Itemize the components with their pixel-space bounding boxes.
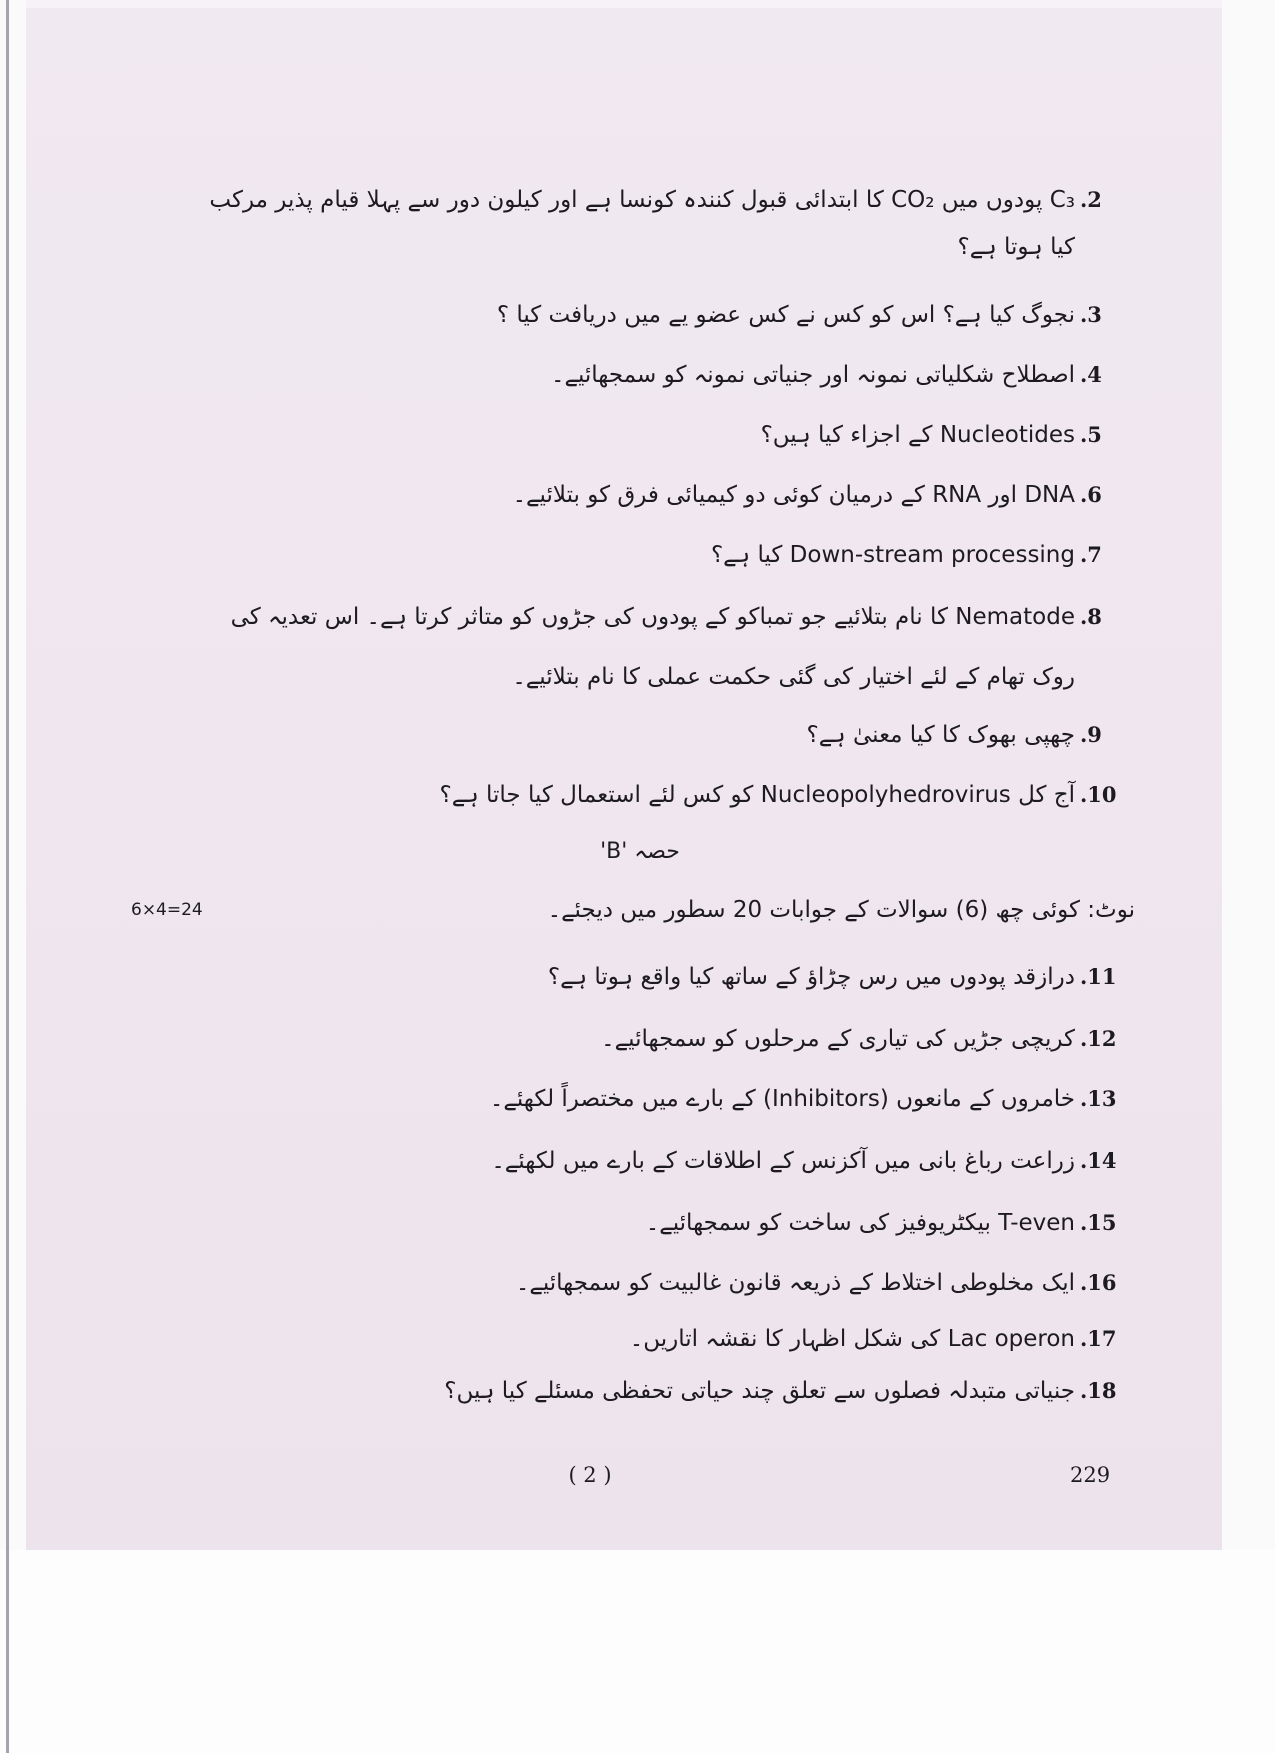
page-number: ( 2 ) <box>568 1463 612 1487</box>
question-number: .11 <box>1080 964 1117 989</box>
question-number: .17 <box>1080 1326 1117 1351</box>
question-number: .16 <box>1080 1270 1117 1295</box>
question-number: .12 <box>1080 1026 1117 1051</box>
question-number: .8 <box>1080 604 1102 629</box>
question-text: T-even بیکٹریوفیز کی ساخت کو سمجھائیے۔ <box>645 1210 1075 1236</box>
question-number: .10 <box>1080 782 1117 807</box>
question-text: DNA اور RNA کے درمیان کوئی دو کیمیائی فرق کو بتلائیے۔ <box>512 482 1075 508</box>
question-text: چھپی بھوک کا کیا معنیٰ ہے؟ <box>806 722 1075 748</box>
scan-edge-right <box>1222 0 1275 1753</box>
section-heading: حصہ 'B' <box>600 839 680 864</box>
question-number: .14 <box>1080 1148 1117 1173</box>
question-number: .6 <box>1080 482 1102 507</box>
question-text: جنیاتی متبدلہ فصلوں سے تعلق چند حیاتی تحفظی مسئلے کیا ہیں؟ <box>444 1378 1075 1404</box>
question-text: درازقد پودوں میں رس چڑاؤ کے ساتھ کیا واقع ہوتا ہے؟ <box>547 964 1075 990</box>
question-text: خامروں کے مانعوں (Inhibitors) کے بارے میں مختصراً لکھئے۔ <box>489 1086 1075 1112</box>
scan-edge-left <box>0 0 26 1753</box>
question-text-continued: کیا ہوتا ہے؟ <box>957 234 1075 260</box>
question-text: اصطلاح شکلیاتی نمونہ اور جنیاتی نمونہ کو سمجھائیے۔ <box>551 362 1075 388</box>
binding-line <box>6 0 9 1753</box>
scan-edge-top <box>0 0 1275 8</box>
question-text: Nematode کا نام بتلائیے جو تمباکو کے پودوں کی جڑوں کو متاثر کرتا ہے۔ اس تعدیہ کی <box>230 604 1075 630</box>
question-number: .3 <box>1080 302 1102 327</box>
marks-allocation: 6×4=24 <box>131 900 203 920</box>
question-number: .15 <box>1080 1210 1117 1235</box>
section-note: نوٹ: کوئی چھ (6) سوالات کے جوابات 20 سطور میں دیجئے۔ <box>547 897 1135 923</box>
question-text: نجوگ کیا ہے؟ اس کو کس نے کس عضو یے میں دریافت کیا ؟ <box>496 302 1075 328</box>
paper-code: 229 <box>1070 1463 1111 1487</box>
question-text-continued: روک تھام کے لئے اختیار کی گئی حکمت عملی کا نام بتلائیے۔ <box>512 664 1075 690</box>
question-text: C₃ پودوں میں CO₂ کا ابتدائی قبول کنندہ کونسا ہے اور کیلون دور سے پہلا قیام پذیر مرکب <box>209 187 1075 213</box>
question-text: Lac operon کی شکل اظہار کا نقشہ اتاریں۔ <box>629 1326 1075 1352</box>
question-number: .9 <box>1080 722 1102 747</box>
question-number: .18 <box>1080 1378 1117 1403</box>
question-text: کریچی جڑیں کی تیاری کے مرحلوں کو سمجھائیے۔ <box>601 1026 1075 1052</box>
question-text: زراعت رباغ بانی میں آکزنس کے اطلاقات کے بارے میں لکھئے۔ <box>491 1148 1075 1174</box>
question-number: .13 <box>1080 1086 1117 1111</box>
question-text: Down-stream processing کیا ہے؟ <box>710 542 1075 568</box>
question-number: .7 <box>1080 542 1102 567</box>
question-number: .2 <box>1080 187 1102 212</box>
question-text: Nucleotides کے اجزاء کیا ہیں؟ <box>760 422 1075 448</box>
scan-edge-bottom <box>0 1550 1275 1753</box>
question-number: .5 <box>1080 422 1102 447</box>
question-text: ایک مخلوطی اختلاط کے ذریعہ قانون غالبیت کو سمجھائیے۔ <box>515 1270 1075 1296</box>
question-number: .4 <box>1080 362 1102 387</box>
question-text: آج کل Nucleopolyhedrovirus کو کس لئے استعمال کیا جاتا ہے؟ <box>439 782 1075 808</box>
